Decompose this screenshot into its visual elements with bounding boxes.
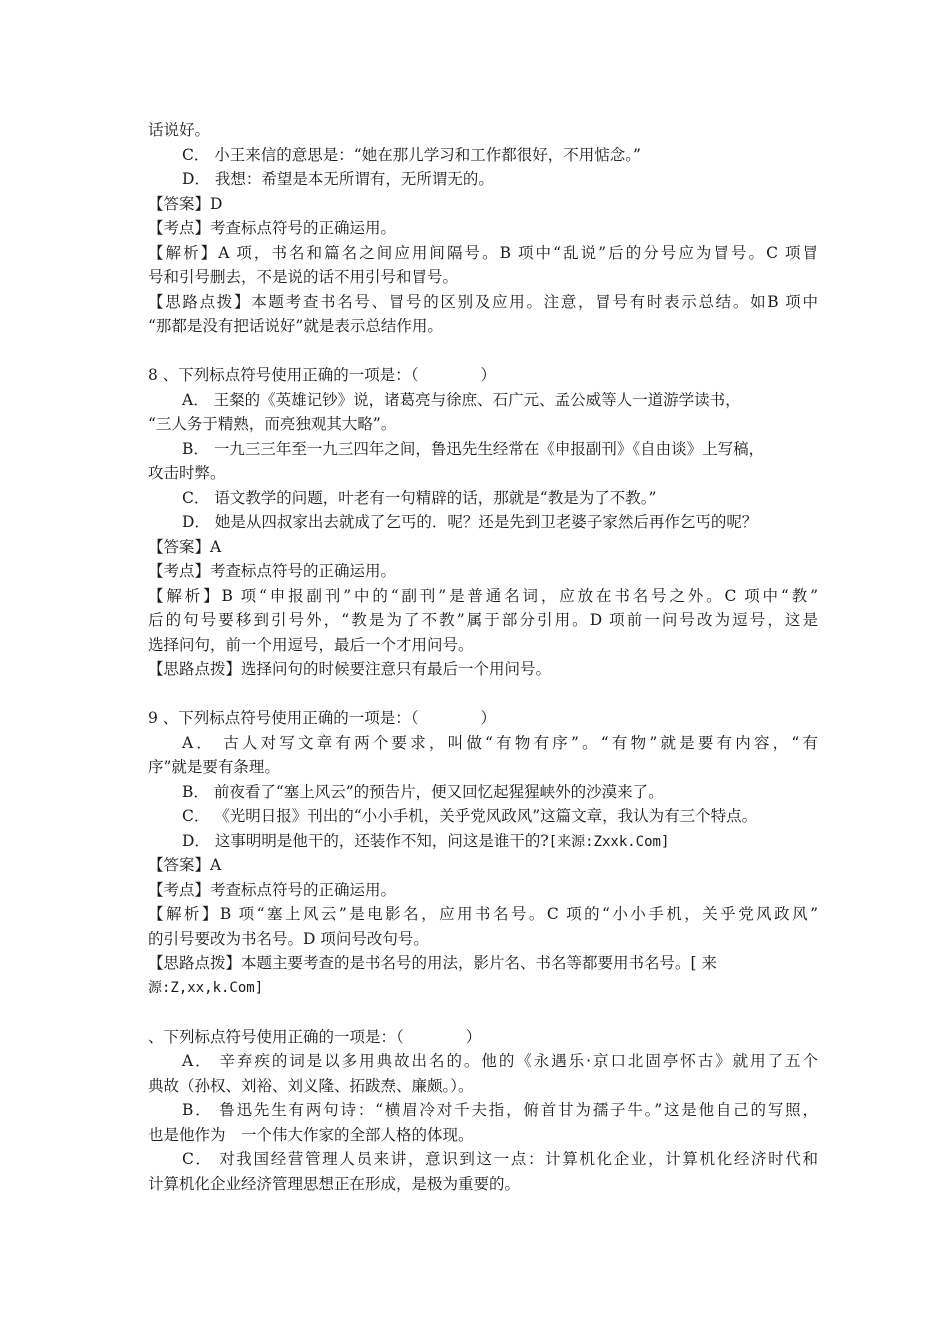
document-page (148, 118, 818, 1196)
spacer (148, 1000, 818, 1025)
q8-option-a-cont: “三人务于精熟，而亮独观其大略”。 (148, 415, 397, 433)
q9-analysis-line: 【解析】B 项“塞上风云”是电影名，应用书名号。C 项的“小小手机，关乎党风政风” (148, 905, 818, 923)
q8-option-a: A． 王粲的《英雄记钞》说，诸葛亮与徐庶、石广元、孟公威等人一道游学读书， (182, 390, 741, 409)
q9-option-b: B． 前夜看了“塞上风云”的预告片，便又回忆起猩猩峡外的沙漠来了。 (182, 782, 664, 801)
spacer (148, 339, 818, 364)
q10-option-c: C． 对我国经营管理人员来讲，意识到这一点：计算机化企业，计算机化经济时代和 (182, 1150, 818, 1168)
source-watermark: 源:Z,xx,k.Com] (148, 979, 264, 996)
q9-option-c: C． 《光明日报》刊出的“小小手机，关乎党风政风”这篇文章，我认为有三个特点。 (182, 807, 758, 825)
q9-option-d (148, 829, 818, 854)
q9-option-a: A． 古人对写文章有两个要求，叫做“有物有序”。“有物”就是要有内容，“有 (182, 733, 818, 752)
q8-point: 【考点】考查标点符号的正确运用。 (148, 562, 397, 580)
q8-option-b-cont: 攻击时弊。 (148, 464, 226, 482)
q10-option-c-cont: 计算机化企业经济管理思想正在形成，是极为重要的。 (148, 1174, 521, 1193)
q9-title: 9 、下列标点符号使用正确的一项是：（ ） (148, 709, 497, 727)
q7-option-d: D． 我想：希望是本无所谓有，无所谓无的。 (182, 170, 494, 188)
q7-option-c: C． 小王来信的意思是：“她在那儿学习和工作都很好，不用惦念。” (182, 145, 641, 164)
q7-tip-line: “那都是没有把话说好”就是表示总结作用。 (148, 317, 443, 335)
q8-tip: 【思路点拨】选择问句的时候要注意只有最后一个用问号。 (148, 660, 552, 678)
q8-analysis-line: 【解析】B 项“申报副刊”中的“副刊”是普通名词，应放在书名号之外。C 项中“教” (148, 586, 818, 605)
q9-option-d-text: D． 这事明明是他干的，还装作不知，问这是谁干的? (182, 831, 549, 850)
q8-analysis-line: 后的句号要移到引号外，“教是为了不教”属于部分引用。D 项前一问号改为逗号，这是 (148, 611, 818, 629)
q10-option-b: B． 鲁迅先生有两句诗：“横眉冷对千夫指，俯首甘为孺子牛。”这是他自己的写照， (182, 1101, 818, 1119)
q10-option-b-cont: 也是他作为 一个伟大作家的全部人格的体现。 (148, 1125, 474, 1144)
q8-answer: 【答案】A (148, 537, 222, 556)
q7-tip-line: 【思路点拨】本题考查书名号、冒号的区别及应用。注意，冒号有时表示总结。如B 项中 (148, 292, 818, 311)
q9-answer: 【答案】A (148, 856, 222, 874)
q9-analysis-line: 的引号要改为书名号。D 项问号改句号。 (148, 929, 429, 948)
source-watermark: [来源:Zxxk.Com] (548, 833, 670, 850)
q8-option-d: D． 她是从四叔家出去就成了乞丐的．呢？还是先到卫老婆子家然后再作乞丐的呢？ (182, 513, 758, 531)
q10-title: 、下列标点符号使用正确的一项是：（ ） (148, 1027, 482, 1046)
q9-option-a-cont: 序”就是要有条理。 (148, 758, 280, 776)
q10-option-a-cont: 典故（孙权、刘裕、刘义隆、拓跋焘、廉颇。）。 (148, 1076, 474, 1095)
q9-tip (148, 951, 818, 976)
q8-title: 8 、下列标点符号使用正确的一项是：（ ） (148, 366, 497, 384)
q7-analysis-line: 【解析】A 项，书名和篇名之间应用间隔号。B 项中“乱说”后的分号应为冒号。C 项冒 (148, 243, 818, 262)
q8-option-c: C． 语文教学的问题，叶老有一句精辟的话，那就是“教是为了不教。” (182, 488, 657, 507)
q7-answer: 【答案】D (148, 194, 223, 213)
q9-tip-text: 【思路点拨】本题主要考查的是书名号的用法，影片名、书名等都要用书名号。 (148, 954, 691, 972)
q10-option-a: A． 辛弃疾的词是以多用典故出名的。他的《永遇乐·京口北固亭怀古》就用了五个 (182, 1052, 818, 1070)
q9-point: 【考点】考查标点符号的正确运用。 (148, 880, 397, 899)
q7-point: 【考点】考查标点符号的正确运用。 (148, 219, 397, 237)
source-watermark: [ 来 (690, 954, 717, 972)
spacer (148, 682, 818, 707)
q8-analysis-line: 选择问句，前一个用逗号，最后一个才用问号。 (148, 635, 474, 654)
q7-analysis-line: 号和引号删去，不是说的话不用引号和冒号。 (148, 268, 459, 286)
q7-continued-text: 话说好。 (148, 121, 211, 139)
q8-option-b: B． 一九三三年至一九三四年之间，鲁迅先生经常在《申报副刊》《自由谈》上写稿， (182, 439, 765, 458)
